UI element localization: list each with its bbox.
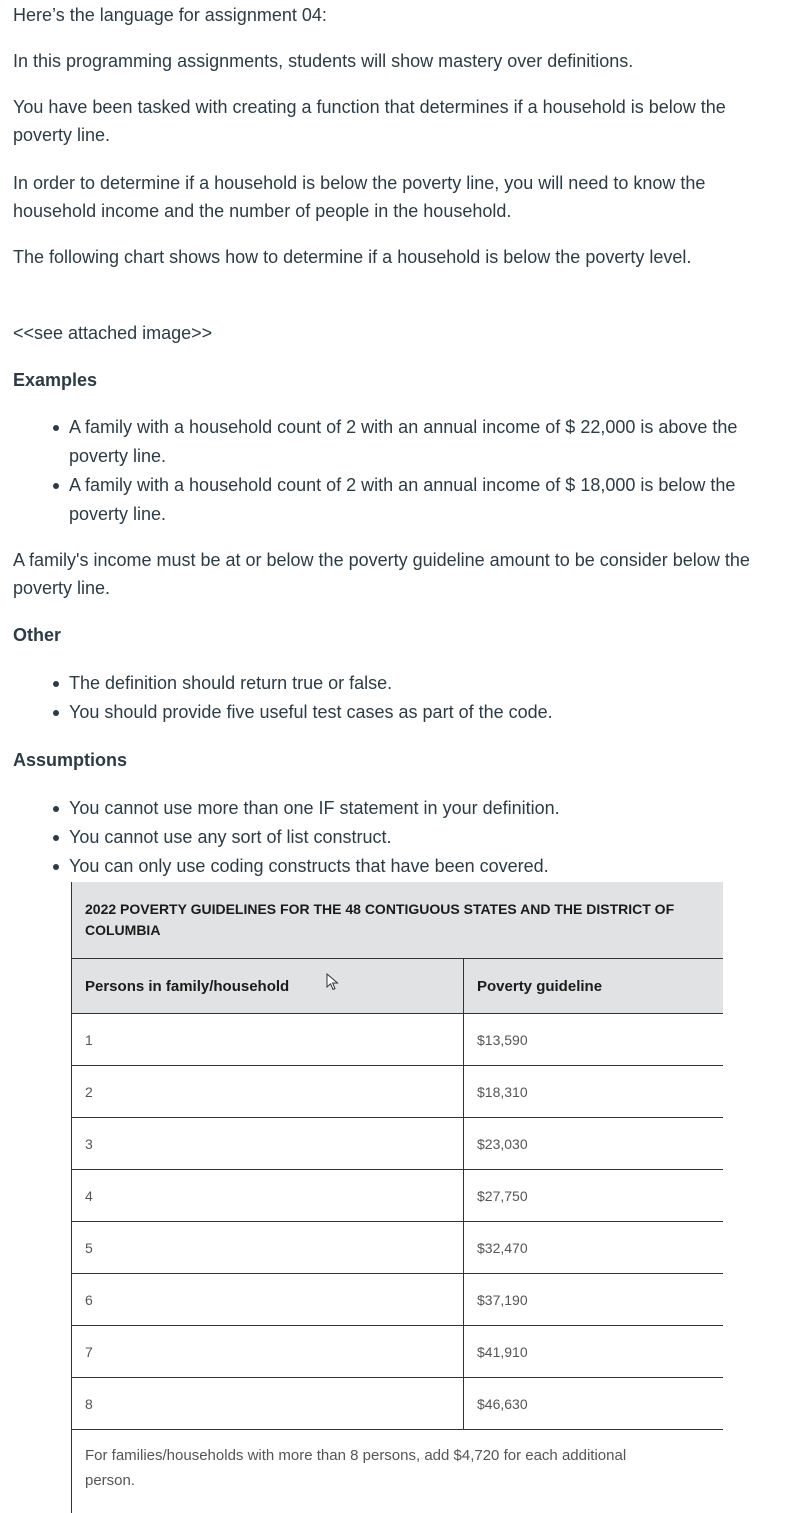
- table-row: [72, 1326, 723, 1378]
- table-row: [72, 1118, 723, 1170]
- paragraph-chart-intro: The following chart shows how to determine if a household is below the poverty level.: [13, 247, 692, 267]
- other-heading: Other: [13, 625, 62, 645]
- column-header-guideline: Poverty guideline: [477, 977, 603, 995]
- list-item: A family with a household count of 2 with an annual income of $ 18,000 is below the poverty line.: [69, 471, 759, 529]
- list-item: You cannot use any sort of list construct.: [69, 823, 560, 852]
- list-item: You can only use coding constructs that have been covered.: [69, 852, 560, 881]
- persons-cell: 8: [72, 1378, 464, 1429]
- intro-line: Here’s the language for assignment 04:: [13, 5, 327, 25]
- paragraph-requirements: In order to determine if a household is below the poverty line, you will need to know the household income and the number of people in the household.: [13, 173, 706, 221]
- guideline-cell: $13,590: [477, 1031, 528, 1048]
- table-row: [72, 1170, 723, 1222]
- persons-cell: 3: [72, 1118, 464, 1169]
- paragraph-attached-image: <<see attached image>>: [13, 323, 213, 343]
- list-item: The definition should return true or false.: [69, 669, 553, 698]
- other-list: [13, 669, 553, 727]
- guideline-cell: $32,470: [477, 1239, 528, 1256]
- table-row: [72, 1066, 723, 1118]
- guideline-cell: $18,310: [477, 1083, 528, 1100]
- assumptions-list: [13, 794, 560, 881]
- paragraph-task: You have been tasked with creating a function that determines if a household is below the poverty line.: [13, 97, 726, 145]
- table-row: [72, 1378, 723, 1430]
- assumptions-heading: Assumptions: [13, 750, 128, 770]
- poverty-guidelines-table: [71, 882, 723, 1513]
- table-header-row: [72, 959, 723, 1014]
- mouse-pointer-icon: [326, 973, 340, 991]
- persons-cell: 7: [72, 1326, 464, 1377]
- persons-cell: 4: [72, 1170, 464, 1221]
- persons-cell: 1: [72, 1014, 464, 1065]
- guideline-cell: $41,910: [477, 1343, 528, 1360]
- persons-cell: 2: [72, 1066, 464, 1117]
- persons-cell: 6: [72, 1274, 464, 1325]
- guideline-cell: $46,630: [477, 1395, 528, 1412]
- list-item: You cannot use more than one IF statement in your definition.: [69, 794, 560, 823]
- guideline-cell: $27,750: [477, 1187, 528, 1204]
- persons-cell: 5: [72, 1222, 464, 1273]
- table-row: [72, 1222, 723, 1274]
- guideline-cell: $23,030: [477, 1135, 528, 1152]
- list-item: You should provide five useful test cases as part of the code.: [69, 698, 553, 727]
- paragraph-rule: A family's income must be at or below the poverty guideline amount to be consider below the poverty line.: [13, 550, 750, 598]
- column-header-persons: Persons in family/household: [72, 959, 464, 1013]
- paragraph-mastery: In this programming assignments, students will show mastery over definitions.: [13, 51, 634, 71]
- list-item: A family with a household count of 2 with an annual income of $ 22,000 is above the poverty line.: [69, 413, 759, 471]
- table-row: [72, 1274, 723, 1326]
- guideline-cell: $37,190: [477, 1291, 528, 1308]
- examples-heading: Examples: [13, 370, 98, 390]
- examples-list: [13, 413, 759, 529]
- table-footnote: For families/households with more than 8 persons, add $4,720 for each additional person.: [85, 1447, 627, 1489]
- table-title: 2022 POVERTY GUIDELINES FOR THE 48 CONTIGUOUS STATES AND THE DISTRICT OF COLUMBIA: [72, 882, 723, 959]
- table-row: [72, 1014, 723, 1066]
